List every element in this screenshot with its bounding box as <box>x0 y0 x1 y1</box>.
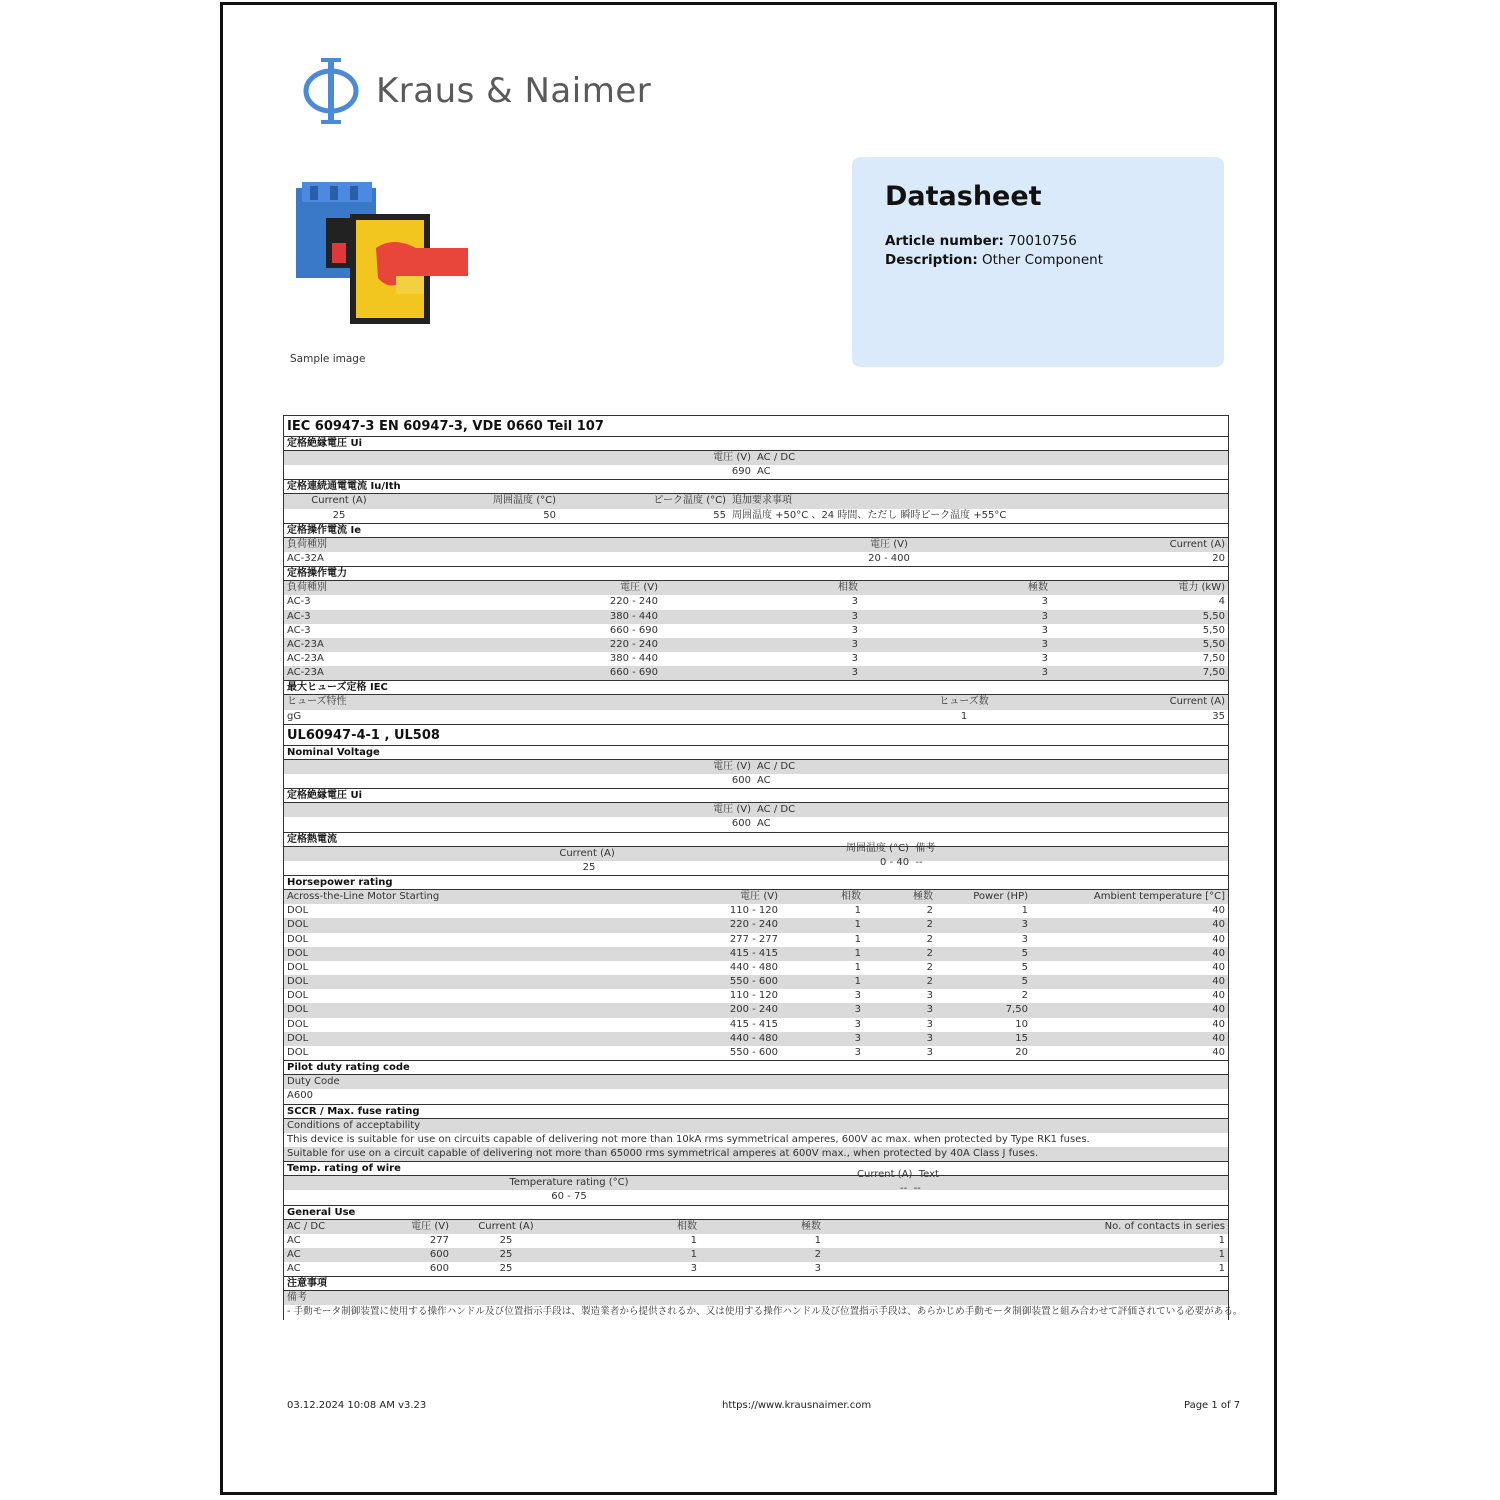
cell: 200 - 240 <box>729 1004 778 1016</box>
brand-logo <box>302 56 651 126</box>
header-cell: Conditions of acceptability <box>287 1119 421 1131</box>
cell: 380 - 440 <box>609 653 658 665</box>
cell: 1 <box>814 1234 821 1246</box>
header-cell: Text <box>918 1169 939 1180</box>
cell: DOL <box>287 990 309 1002</box>
cell: 3 <box>926 1018 933 1030</box>
table-row <box>284 1248 1228 1262</box>
table-header <box>284 1075 1228 1089</box>
header-cell: AC / DC <box>757 804 796 816</box>
header-cell: 電圧 (V) <box>411 1220 449 1232</box>
cell: 2 <box>926 976 933 988</box>
cell: AC <box>757 775 771 786</box>
footer-url[interactable]: https://www.krausnaimer.com <box>722 1400 872 1411</box>
section-title: Nominal Voltage <box>284 746 1228 760</box>
table-row <box>284 817 1228 832</box>
cell: 40 <box>1212 1032 1225 1044</box>
cell: 3 <box>1041 653 1048 665</box>
cell: 3 <box>1041 596 1048 608</box>
standard-title-iec: IEC 60947-3 EN 60947-3, VDE 0660 Teil 107 <box>284 416 1228 437</box>
description-value: Other Component <box>982 252 1104 268</box>
footer-page: Page 1 of 7 <box>1184 1400 1241 1411</box>
cell: 周囲温度 +50°C 、24 時間、ただし 瞬時ピーク温度 +55°C <box>732 509 1007 521</box>
cell: 3 <box>851 653 858 665</box>
cell: 40 <box>1212 1018 1225 1030</box>
cell: 110 - 120 <box>729 990 778 1002</box>
table-row <box>284 1147 1228 1162</box>
section-title: Horsepower rating <box>284 876 1228 890</box>
cell: 40 <box>1212 933 1225 945</box>
product-image <box>288 178 478 328</box>
table-row <box>284 1262 1228 1277</box>
header-cell: 電圧 (V) <box>713 760 751 772</box>
cell: 3 <box>1041 667 1048 679</box>
cell: 35 <box>1212 710 1225 722</box>
header-cell: 負荷種別 <box>287 582 327 594</box>
header-cell: AC / DC <box>287 1220 326 1232</box>
cell: AC <box>287 1234 301 1246</box>
cell: 2 <box>1021 990 1028 1002</box>
header-cell: 電圧 (V) <box>713 804 751 816</box>
cell: 3 <box>851 624 858 636</box>
cell: 3 <box>854 1004 861 1016</box>
cell: 5 <box>1021 947 1028 959</box>
header-cell: 周囲温度 (°C) <box>846 843 909 854</box>
cell: -- <box>915 857 923 868</box>
header-cell: 極数 <box>1028 582 1048 594</box>
cell: 3 <box>854 1018 861 1030</box>
description <box>885 252 1103 268</box>
cell: 40 <box>1212 1004 1225 1016</box>
table-row <box>284 961 1228 975</box>
cell: 3 <box>1041 638 1048 650</box>
cell: 1 <box>1021 905 1028 917</box>
power-table <box>284 581 1228 681</box>
section-title: 注意事項 <box>284 1277 1228 1291</box>
cell: 3 <box>851 667 858 679</box>
table-header <box>284 1220 1228 1234</box>
cell: 5 <box>1021 976 1028 988</box>
header-cell: Current (A) <box>857 1169 913 1180</box>
table-row <box>284 1046 1228 1061</box>
cell: 660 - 690 <box>609 624 658 636</box>
table-row <box>284 933 1228 947</box>
cell: 3 <box>814 1263 821 1275</box>
cell: 7,50 <box>1202 667 1225 679</box>
cell: -- <box>900 1183 908 1194</box>
cell: 60 - 75 <box>551 1191 587 1203</box>
header-cell <box>896 847 1228 861</box>
cell: 3 <box>926 1004 933 1016</box>
table-row <box>284 465 1228 480</box>
header-cell: Current (A) <box>1169 538 1225 550</box>
cell: 550 - 600 <box>729 976 778 988</box>
header-cell: 極数 <box>801 1220 821 1232</box>
table-row <box>284 666 1228 681</box>
table-row <box>284 1018 1228 1032</box>
cell: 1 <box>960 710 968 722</box>
cell: AC-23A <box>287 653 324 665</box>
table-row <box>284 1003 1228 1017</box>
cell: 5,50 <box>1202 638 1225 650</box>
cell: A600 <box>287 1090 313 1102</box>
cell: DOL <box>287 905 309 917</box>
header-cell: AC / DC <box>757 760 796 772</box>
cell: 4 <box>1218 596 1225 608</box>
table-row <box>284 610 1228 624</box>
table-header <box>284 890 1228 904</box>
cell: 1 <box>854 933 861 945</box>
cell: 3 <box>1041 610 1048 622</box>
cell: 5,50 <box>1202 610 1225 622</box>
table-row <box>284 638 1228 652</box>
cell: 277 - 277 <box>729 933 778 945</box>
standard-title-ul: UL60947-4-1 , UL508 <box>284 725 1228 746</box>
footer-timestamp: 03.12.2024 10:08 AM v3.23 <box>287 1400 427 1411</box>
cell: 50 <box>543 509 556 521</box>
cell: 1 <box>1218 1248 1225 1260</box>
cell: 440 - 480 <box>729 961 778 973</box>
table-header <box>284 451 1228 465</box>
cell: 20 <box>1015 1047 1028 1058</box>
cell: 3 <box>854 1032 861 1044</box>
cell: AC-23A <box>287 638 324 650</box>
header-cell: 電圧 (V) <box>713 452 751 463</box>
cell: 660 - 690 <box>609 667 658 679</box>
cell: AC-32A <box>287 552 324 564</box>
header-cell: Ambient temperature [°C] <box>1093 890 1225 902</box>
cell: 2 <box>926 933 933 945</box>
header-cell: 周囲温度 (°C) <box>493 495 556 507</box>
cell: 20 - 400 <box>868 552 910 564</box>
table-row <box>284 509 1228 524</box>
table-header <box>284 847 1228 861</box>
cell: 5,50 <box>1202 624 1225 636</box>
cell: 40 <box>1212 1047 1225 1058</box>
cell: DOL <box>287 1004 309 1016</box>
table-row <box>284 1190 1228 1205</box>
cell: 0 - 40 <box>880 857 910 868</box>
cell: 1 <box>1218 1263 1225 1275</box>
table-header <box>284 1291 1228 1305</box>
cell: 690 <box>731 466 751 478</box>
cell: 3 <box>926 990 933 1002</box>
cell: 600 <box>429 1248 449 1260</box>
spec-table <box>283 415 1243 1320</box>
cell: 15 <box>1015 1032 1028 1044</box>
header-cell: AC / DC <box>757 452 796 463</box>
cell: 7,50 <box>1202 653 1225 665</box>
table-header <box>284 538 1228 552</box>
cell: DOL <box>287 1032 309 1044</box>
section-title: 定格絶縁電圧 Ui <box>284 789 1228 803</box>
cell: 3 <box>851 610 858 622</box>
header-cell: 備考 <box>915 843 936 854</box>
table-row <box>284 552 1228 567</box>
table-row <box>284 904 1228 918</box>
cell: 2 <box>926 947 933 959</box>
cell: 380 - 440 <box>609 610 658 622</box>
cell: 600 <box>731 818 751 830</box>
cell: 600 <box>731 775 751 786</box>
cell: 3 <box>690 1263 697 1275</box>
cell: 10 <box>1015 1018 1028 1030</box>
table-row <box>284 652 1228 666</box>
header-cell: Current (A) <box>478 1220 534 1232</box>
header-cell: 電圧 (V) <box>870 538 908 550</box>
section-title: Pilot duty rating code <box>284 1061 1228 1075</box>
wire-right-header <box>857 1168 939 1182</box>
table-row <box>284 710 1228 725</box>
section-title: Temp. rating of wire <box>284 1162 1228 1176</box>
table-header <box>284 1119 1228 1133</box>
cell: AC <box>287 1248 301 1260</box>
cell: 3 <box>851 638 858 650</box>
cell: 40 <box>1212 919 1225 931</box>
cell: 3 <box>926 1047 933 1058</box>
cell: 277 <box>429 1234 449 1246</box>
cell: 3 <box>854 1047 861 1058</box>
image-caption: Sample image <box>290 353 366 365</box>
cell: 110 - 120 <box>729 905 778 917</box>
table-header <box>284 803 1228 817</box>
brand-name: Kraus & Naimer <box>376 71 652 111</box>
cell: 40 <box>1212 976 1225 988</box>
cell: 3 <box>851 596 858 608</box>
note-text: - 手動モータ制御装置に使用する操作ハンドル及び位置指示手段は、製造業者から提供されるか、又は使用する操作ハンドル及び位置指示手段は、あらかじめ手動モータ制御装置と組み合わせて評価されている必要がある。 <box>287 1306 1243 1318</box>
header-cell: 追加要求事項 <box>732 495 792 507</box>
cell: Suitable for use on a circuit capable of delivering not more than 65000 rms symmetrical amperes at 600V max., when protected by 40A Class J fuses. <box>287 1147 1039 1159</box>
table-header <box>284 494 1228 508</box>
table-row <box>284 947 1228 961</box>
cell: 2 <box>814 1248 821 1260</box>
header-cell: 相数 <box>841 890 861 902</box>
cell: 1 <box>1218 1234 1225 1246</box>
table-header <box>284 760 1228 774</box>
header-cell: Current (A) <box>1169 696 1225 708</box>
cell: 3 <box>1021 919 1028 931</box>
article-number <box>885 233 1077 249</box>
table-row <box>284 1305 1243 1319</box>
cell: 415 - 415 <box>729 947 778 959</box>
thermal-right-header <box>846 842 935 856</box>
general-use-table <box>284 1220 1228 1278</box>
table-row <box>284 774 1228 789</box>
header-cell: No. of contacts in series <box>1104 1220 1225 1232</box>
cell: AC-3 <box>287 610 311 622</box>
cell: AC-23A <box>287 667 324 679</box>
section-title: 定格操作電流 Ie <box>284 524 1228 538</box>
table-header <box>284 1176 1228 1190</box>
table-row <box>284 861 1228 876</box>
header-cell: Current (A) <box>311 495 367 507</box>
cell: AC <box>757 818 771 830</box>
cell: 40 <box>1212 947 1225 959</box>
cell: 1 <box>854 905 861 917</box>
section-title: 定格熱電流 <box>284 833 1228 847</box>
cell: gG <box>287 710 302 722</box>
datasheet-title: Datasheet <box>885 181 1042 212</box>
cell: 2 <box>926 905 933 917</box>
table-row <box>284 1133 1228 1147</box>
cell: 7,50 <box>1005 1004 1028 1016</box>
table-header <box>284 695 1228 709</box>
cell: 25 <box>332 509 346 521</box>
header-cell: Across-the-Line Motor Starting <box>287 890 440 902</box>
header-cell: 電圧 (V) <box>740 890 778 902</box>
cell: 3 <box>1021 933 1028 945</box>
table-row <box>284 595 1228 609</box>
cell: 20 <box>1212 552 1225 564</box>
cell: 2 <box>926 961 933 973</box>
article-label: Article number: <box>885 233 1004 249</box>
header-cell: ヒューズ数 <box>939 696 989 708</box>
cell: 1 <box>854 976 861 988</box>
horsepower-table <box>284 890 1228 1061</box>
cell: 1 <box>690 1248 697 1260</box>
cell: DOL <box>287 961 309 973</box>
cell: 220 - 240 <box>609 638 658 650</box>
table-row <box>284 624 1228 638</box>
cell: DOL <box>287 947 309 959</box>
cell: 1 <box>854 961 861 973</box>
header-cell: Power (HP) <box>973 890 1028 902</box>
cell: DOL <box>287 1018 309 1030</box>
cell: 40 <box>1212 961 1225 973</box>
header-cell: ヒューズ特性 <box>287 696 347 708</box>
cell: 550 - 600 <box>729 1047 778 1058</box>
cell: 25 <box>499 1248 513 1260</box>
table-row <box>284 1032 1228 1046</box>
cell: 1 <box>854 947 861 959</box>
cell: 220 - 240 <box>609 596 658 608</box>
cell: 1 <box>854 919 861 931</box>
cell: 3 <box>854 990 861 1002</box>
cell: 40 <box>1212 990 1225 1002</box>
datasheet-info-box <box>852 157 1224 367</box>
cell: DOL <box>287 919 309 931</box>
header-cell: 電圧 (V) <box>620 582 658 594</box>
description-label: Description: <box>885 252 978 268</box>
table-row <box>284 918 1228 932</box>
section-title: 定格操作電力 <box>284 567 1228 581</box>
table-header <box>284 581 1228 595</box>
header-cell: 極数 <box>913 890 933 902</box>
cell: DOL <box>287 933 309 945</box>
header-cell: 相数 <box>838 582 858 594</box>
header-cell: 備考 <box>287 1292 307 1304</box>
section-title: 定格絶縁電圧 Ui <box>284 437 1228 451</box>
cell: 600 <box>429 1263 449 1275</box>
cell: 220 - 240 <box>729 919 778 931</box>
cell: 3 <box>1041 624 1048 636</box>
section-title: SCCR / Max. fuse rating <box>284 1105 1228 1119</box>
cell: AC <box>287 1263 301 1275</box>
cell: 25 <box>582 861 596 873</box>
wire-right-values <box>900 1182 921 1196</box>
cell: 2 <box>926 919 933 931</box>
cell: AC <box>757 466 771 478</box>
table-row <box>284 975 1228 989</box>
cell: 5 <box>1021 961 1028 973</box>
header-cell: Duty Code <box>287 1076 340 1088</box>
header-cell: Temperature rating (°C) <box>509 1177 629 1189</box>
cell: -- <box>913 1183 921 1194</box>
cell: 25 <box>499 1263 513 1275</box>
table-row <box>284 989 1228 1003</box>
thermal-right-values <box>880 856 923 870</box>
cell: DOL <box>287 976 309 988</box>
section-title: 定格連続通電電流 Iu/Ith <box>284 480 1228 494</box>
table-row <box>284 1234 1228 1248</box>
cell: 440 - 480 <box>729 1032 778 1044</box>
header-cell: ピーク温度 (°C) <box>653 495 726 507</box>
cell: This device is suitable for use on circuits capable of delivering not more than 10kA rms symmetrical amperes, 600V ac max. when protected by Type RK1 fuses. <box>287 1133 1090 1145</box>
cell: DOL <box>287 1047 309 1058</box>
cell: 40 <box>1212 905 1225 917</box>
table-row <box>284 1089 1228 1104</box>
header-cell: 電力 (kW) <box>1178 582 1225 594</box>
section-title: 最大ヒューズ定格 IEC <box>284 681 1228 695</box>
cell: 25 <box>499 1234 513 1246</box>
cell: 415 - 415 <box>729 1018 778 1030</box>
header-cell: Current (A) <box>559 847 615 859</box>
cell: 55 <box>713 509 726 521</box>
cell: AC-3 <box>287 596 311 608</box>
cell: 3 <box>926 1032 933 1044</box>
cell: AC-3 <box>287 624 311 636</box>
cell: 1 <box>690 1234 697 1246</box>
header-cell: 負荷種別 <box>287 538 327 550</box>
phi-logo-icon <box>302 56 360 126</box>
section-title: General Use <box>284 1206 1228 1220</box>
header-cell: 相数 <box>677 1220 697 1232</box>
article-value: 70010756 <box>1008 233 1077 249</box>
